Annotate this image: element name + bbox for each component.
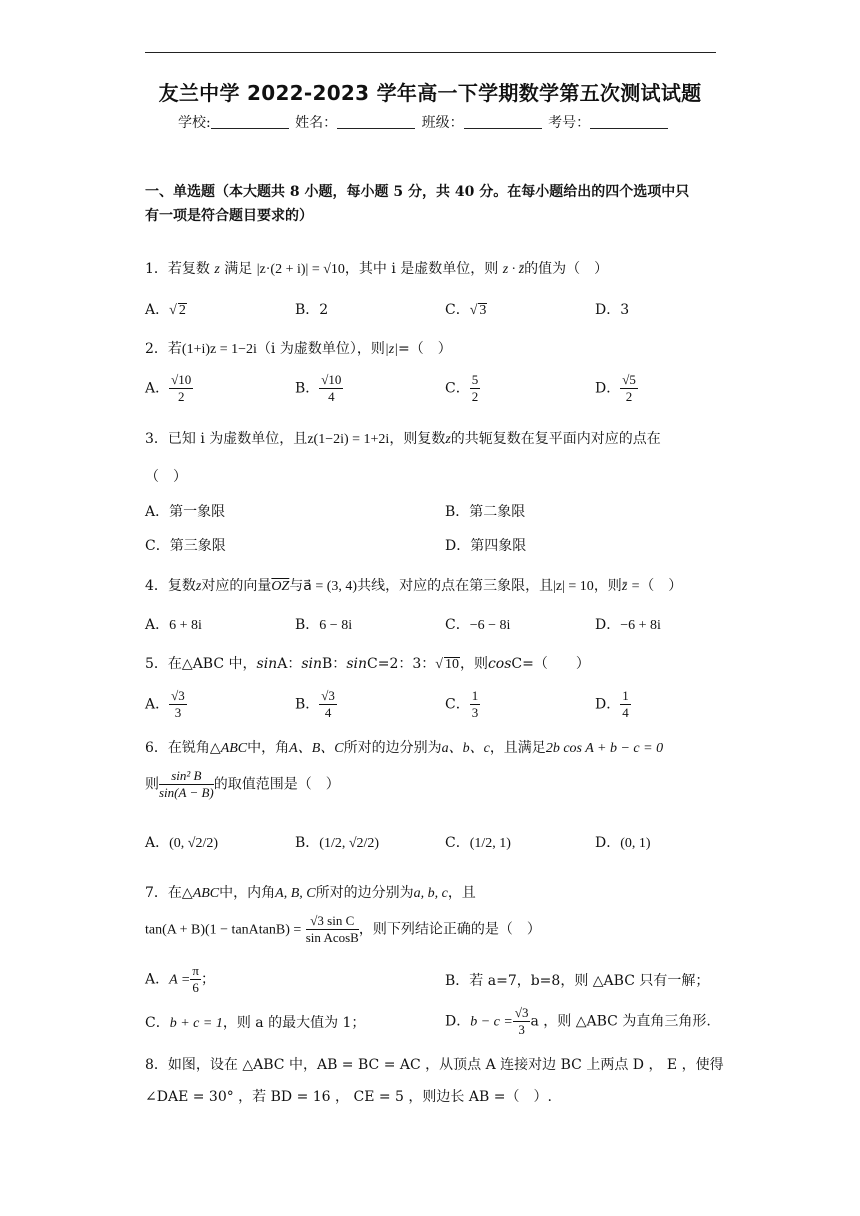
q6-text: 的取值范围是（ ） (213, 776, 340, 793)
fraction (620, 372, 638, 405)
option-label: D． (595, 380, 621, 397)
fraction (513, 1005, 531, 1038)
numerator: 1 (471, 688, 479, 703)
q6-vars: A、B、C (289, 741, 344, 756)
q4-var: z (195, 579, 202, 594)
exam-title: 友兰中学 2022-2023 学年高一下学期数学第五次测试试题 (158, 81, 702, 105)
q1-text: 的值为（ ） (524, 261, 609, 277)
option-value: 3 (479, 303, 487, 318)
option-label: A． (145, 617, 170, 633)
option-label: C． (445, 696, 470, 713)
fraction (319, 372, 343, 405)
option-value: (0, 1) (620, 836, 651, 851)
option-label: C． (445, 302, 470, 318)
section-heading (145, 180, 720, 228)
question-4 (145, 575, 682, 595)
denominator: 3 (471, 705, 479, 720)
option-label: D． (445, 1013, 471, 1030)
q5-radicand: 10 (444, 657, 459, 672)
denominator: 2 (471, 389, 479, 404)
question-7 (145, 882, 476, 902)
header-rule (145, 52, 716, 53)
q3-expression: z(1−2i) = 1+2i (307, 432, 390, 447)
q6-text: 则 (145, 776, 159, 793)
question-1 (145, 258, 608, 278)
q5-option-c[interactable] (445, 688, 480, 721)
q5-sin: sin (301, 656, 323, 672)
fraction (190, 963, 201, 996)
denominator: 3 (518, 1022, 525, 1037)
q4-text: ，则 (593, 578, 622, 594)
numerator: sin² B (159, 768, 214, 785)
q2-text: 若 (167, 341, 182, 357)
denominator: 2 (177, 389, 185, 404)
q2-text: =（ ） (398, 341, 452, 357)
numerator: √10 (171, 372, 192, 387)
sqrt-symbol: √ (469, 303, 478, 318)
q2-expression2: |z| (384, 342, 399, 357)
q5-cos: cos (487, 656, 512, 672)
numerator: √3 (321, 688, 335, 703)
numerator: √10 (321, 372, 342, 387)
question-6 (145, 737, 663, 757)
fraction (470, 372, 481, 405)
sqrt-symbol: √ (435, 657, 443, 672)
q6-text: 中，角 (247, 740, 290, 756)
school-blank[interactable] (211, 114, 289, 129)
q1-text: 若复数 (167, 261, 210, 277)
q4-text: 对应的向量 (201, 578, 272, 594)
q5-sin: sin (256, 656, 278, 672)
q4-text: （ ） (640, 578, 683, 594)
exam-no-label: 考号： (548, 115, 591, 131)
option-label: C． (145, 1015, 170, 1031)
q8-text: 如图，设在 △ABC 中，AB = BC = AC ，从顶点 A 连接对边 BC 上两点 D ， E ，使得 (167, 1057, 724, 1073)
fraction (169, 688, 187, 721)
option-label: D． (595, 835, 621, 851)
q6-option-c[interactable] (445, 832, 511, 852)
numerator: √3 (171, 688, 185, 703)
q1-var: z (214, 262, 220, 277)
q7-text: ，且 (447, 885, 476, 901)
q7-option-b[interactable]: B．若 a=7，b=8，则 △ABC 只有一解； (445, 973, 710, 989)
q7-text: 在 (167, 885, 182, 901)
q4-expression2: |z| = 10 (553, 579, 594, 594)
section-heading-line1: 一、单选题（本大题共 8 小题，每小题 5 分，共 40 分。在每小题给出的四个选项中只 (145, 184, 690, 200)
class-label: 班级： (421, 115, 464, 131)
numerator: √3 (514, 1005, 529, 1020)
q7-text: ，则下列结论正确的是（ ） (358, 921, 541, 938)
q4-expression: a⃗ = (3, 4) (303, 579, 358, 594)
option-label: C． (445, 617, 470, 633)
question-number: 2． (145, 341, 168, 357)
option-expression: b − c = (470, 1014, 513, 1030)
fraction (319, 688, 337, 721)
option-label: A． (145, 302, 170, 318)
q3-text: 已知 i 为虚数单位，且 (167, 431, 308, 447)
q6-triangle: △ABC (209, 741, 248, 756)
q3-option-d[interactable]: D．第四象限 (445, 538, 527, 554)
option-label: B． (295, 696, 320, 713)
q6-option-b[interactable] (295, 832, 379, 852)
q5-sin: sin (346, 656, 367, 672)
option-text: ，则 a 的最大值为 1； (222, 1015, 366, 1031)
q4-option-a[interactable] (145, 614, 202, 634)
option-label: A． (145, 380, 170, 397)
numerator: 5 (471, 372, 479, 387)
option-text: ； (200, 971, 215, 988)
option-value: (0, √2/2) (169, 836, 219, 851)
fraction (159, 768, 214, 801)
question-6-line2 (145, 768, 340, 801)
option-value: (1/2, 1) (469, 836, 511, 851)
option-label: A． (145, 696, 170, 713)
q5-option-b[interactable] (295, 688, 337, 721)
q4-vector: $\overline{OZ}$ (271, 579, 290, 594)
option-label: B． (295, 617, 320, 633)
option-value: (1/2, √2/2) (319, 836, 380, 851)
q4-option-b[interactable] (295, 614, 352, 634)
sqrt-symbol: √ (169, 303, 177, 318)
q4-option-c[interactable] (445, 614, 510, 634)
option-label: B． (295, 835, 320, 851)
fraction (620, 688, 631, 721)
q1-expression: |z·(2 + i)| = √10 (256, 262, 345, 277)
q5-text: B： (322, 656, 347, 672)
q6-option-d[interactable] (595, 832, 651, 852)
q4-expression3: z̄ = (621, 579, 641, 594)
exam-no-blank[interactable] (590, 114, 668, 129)
q6-option-a[interactable] (145, 832, 218, 852)
option-label: A． (145, 971, 170, 988)
option-label: D． (595, 696, 621, 713)
question-number: 5． (145, 656, 168, 672)
denominator: 2 (625, 389, 633, 404)
q6-text: ，且满足 (489, 740, 546, 756)
option-expression: A = (169, 972, 191, 988)
q3-text: 的共轭复数在复平面内对应的点在 (450, 431, 661, 447)
q4-text: 与 (289, 578, 304, 594)
question-7-line2 (145, 913, 541, 946)
q3-option-b[interactable]: B．第二象限 (445, 504, 526, 520)
q7-text: 所对的边分别为 (315, 885, 414, 901)
option-label: B． (295, 380, 320, 397)
question-8-line2: ∠DAE = 30° ，若 BD = 16 ， CE = 5 ，则边长 AB =（ ）. (145, 1089, 552, 1105)
q3-text: ，则复数 (389, 431, 446, 447)
q4-text: 共线，对应的点在第三象限，且 (357, 578, 554, 594)
question-3 (145, 428, 661, 448)
option-label: D． (595, 617, 621, 633)
q6-expression: 2b cos A + b − c = 0 (545, 741, 664, 756)
student-info-line (178, 112, 670, 132)
question-number: 4． (145, 578, 168, 594)
option-label: C． (445, 380, 470, 397)
q7-vars: A, B, C (275, 886, 316, 901)
q1-option-c[interactable] (445, 299, 487, 319)
denominator: 6 (192, 980, 199, 995)
q1-option-d[interactable]: D．3 (595, 302, 630, 318)
q5-text: C=2：3： (367, 656, 436, 672)
q7-option-d[interactable] (445, 1005, 711, 1038)
question-number: 6． (145, 740, 168, 756)
q1-text: ，其中 i 是虚数单位，则 (344, 261, 499, 277)
q5-text: A： (277, 656, 302, 672)
denominator: sin(A − B) (159, 785, 214, 800)
option-expression: b + c = 1 (169, 1016, 223, 1031)
school-label: 学校: (178, 115, 211, 131)
option-label: C． (445, 835, 470, 851)
option-value: 6 + 8i (169, 618, 202, 633)
option-value: 6 − 8i (319, 618, 353, 633)
q2-expression: (1+i)z = 1−2i (181, 342, 257, 357)
numerator: π (192, 963, 199, 978)
q3-option-c[interactable]: C．第三象限 (145, 538, 226, 554)
denominator: 4 (324, 705, 332, 720)
question-number: 1． (145, 261, 168, 277)
q2-option-c[interactable] (445, 372, 480, 405)
q1-text: 满足 (224, 261, 253, 277)
name-label: 姓名： (295, 115, 338, 131)
q7-option-a[interactable] (145, 963, 215, 996)
numerator: √5 (622, 372, 636, 387)
question-number: 3． (145, 431, 168, 447)
q2-option-a[interactable] (145, 372, 193, 405)
q1-option-b[interactable]: B．2 (295, 302, 329, 318)
numerator: √3 sin C (306, 913, 359, 930)
q7-triangle: △ABC (181, 886, 220, 901)
question-3-line2: （ ） (145, 469, 187, 485)
class-blank[interactable] (464, 114, 542, 129)
q1-option-a[interactable] (145, 299, 187, 319)
fraction (306, 913, 359, 946)
denominator: 3 (174, 705, 182, 720)
denominator: 4 (328, 389, 335, 404)
q7-option-c[interactable] (145, 1012, 365, 1032)
q6-text: 在锐角 (167, 740, 210, 756)
option-text: a ，则 △ABC 为直角三角形. (530, 1013, 711, 1030)
q5-text: C=（ ） (511, 656, 590, 672)
q3-var: z (445, 432, 451, 447)
denominator: 4 (622, 705, 629, 720)
question-2 (145, 338, 452, 358)
q5-text: ，则 (459, 656, 488, 672)
q7-sides: a, b, c (413, 886, 448, 901)
q2-text: （i 为虚数单位），则 (256, 341, 385, 357)
option-label: A． (145, 835, 170, 851)
fraction (169, 372, 193, 405)
option-value: −6 − 8i (469, 618, 511, 633)
question-number: 8． (145, 1057, 168, 1073)
q7-expression: tan(A + B)(1 − tanAtanB) = (145, 922, 302, 938)
q2-option-b[interactable] (295, 372, 343, 405)
q5-option-d[interactable] (595, 688, 631, 721)
question-8 (145, 1054, 724, 1074)
numerator: 1 (622, 688, 629, 703)
option-value: 2 (178, 303, 186, 318)
question-number: 7． (145, 885, 168, 901)
q7-text: 中，内角 (219, 885, 276, 901)
q5-text: 在△ABC 中， (167, 656, 257, 672)
option-value: −6 + 8i (620, 618, 661, 633)
fraction (470, 688, 481, 721)
q6-text: 所对的边分别为 (343, 740, 442, 756)
question-5 (145, 653, 590, 673)
q1-expression2: z · z̄ (502, 262, 525, 277)
name-blank[interactable] (337, 114, 415, 129)
q5-option-a[interactable] (145, 688, 187, 721)
q2-option-d[interactable] (595, 372, 638, 405)
q6-sides: a、b、c (441, 741, 490, 756)
q4-text: 复数 (167, 578, 196, 594)
q3-option-a[interactable]: A．第一象限 (145, 504, 226, 520)
denominator: sin AcosB (305, 930, 359, 945)
section-heading-line2: 有一项是符合题目要求的） (145, 208, 313, 224)
q4-option-d[interactable] (595, 614, 661, 634)
